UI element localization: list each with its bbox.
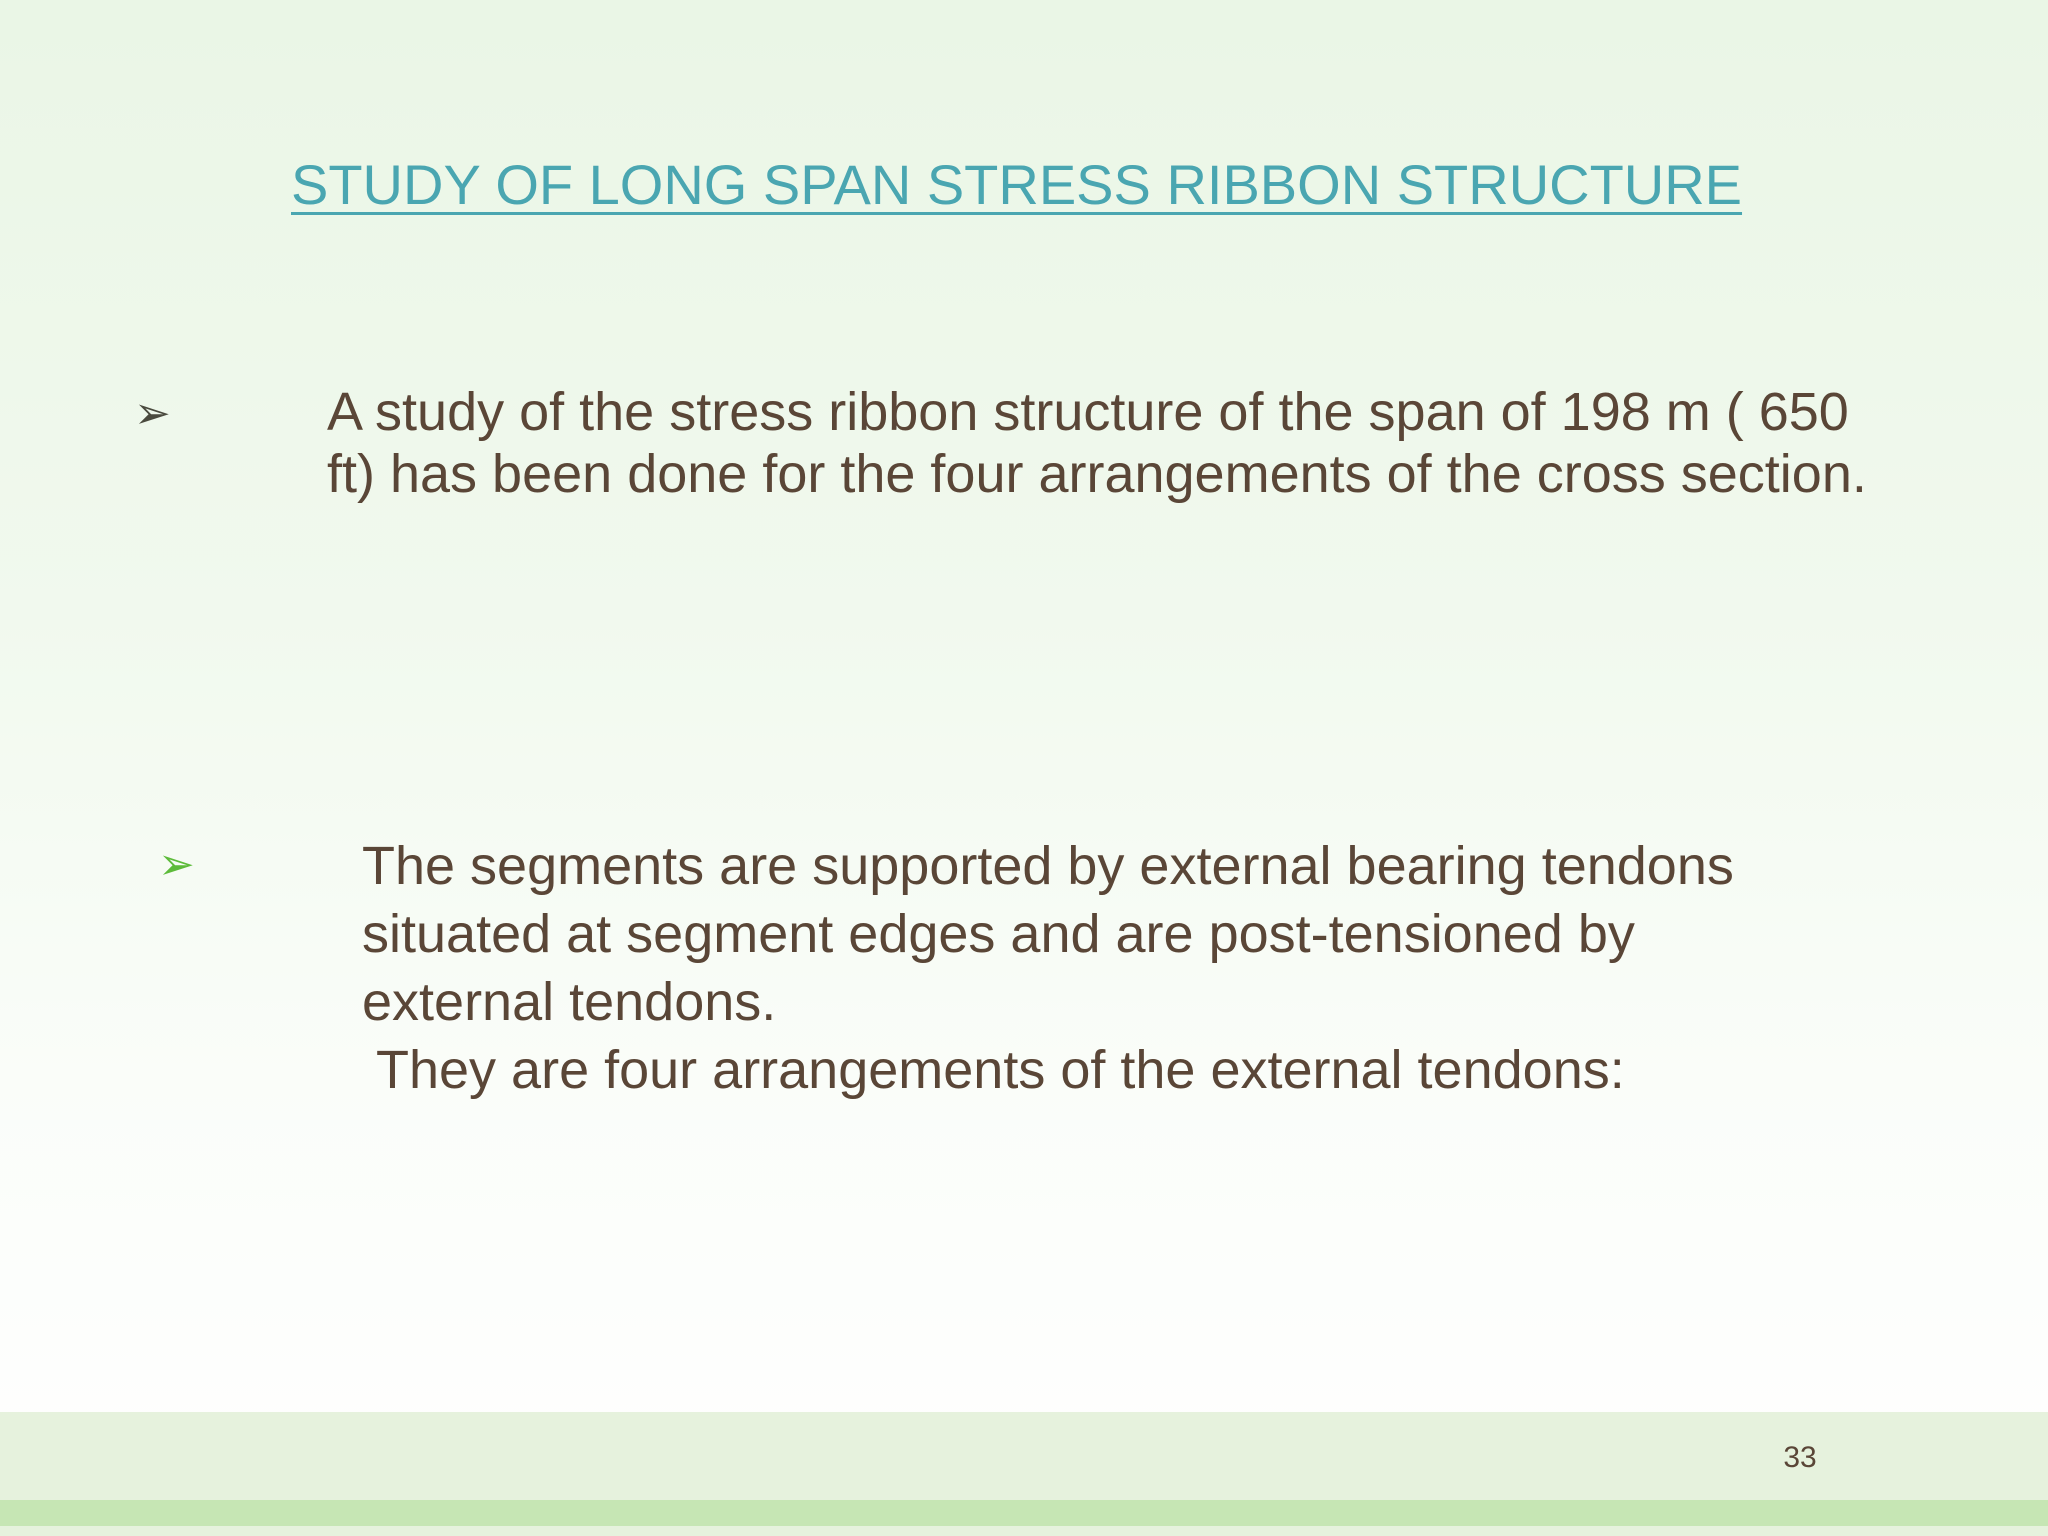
bullet-2-line: The segments are supported by external bearing tendons [362,836,1734,896]
slide-title: STUDY OF LONG SPAN STRESS RIBBON STRUCTURE [291,153,1743,216]
footer-bottom [0,1526,2048,1536]
arrow-bullet-icon: ➢ [134,388,171,439]
bullet-2-line: situated at segment edges and are post-tensioned by [362,904,1635,964]
bullet-text-2 [362,832,1922,1104]
footer-strip [0,1500,2048,1526]
bullet-text-1: A study of the stress ribbon structure of the span of 198 m ( 650 ft) has been done for the four arrangements of the cross section. [327,382,1867,504]
arrow-bullet-icon: ➢ [158,839,195,890]
page-number: 33 [1783,1441,1817,1474]
bullet-2-line: They are four arrangements of the external tendons: [376,1040,1625,1100]
footer-band [0,1412,2048,1500]
bullet-2-line: external tendons. [362,972,777,1032]
